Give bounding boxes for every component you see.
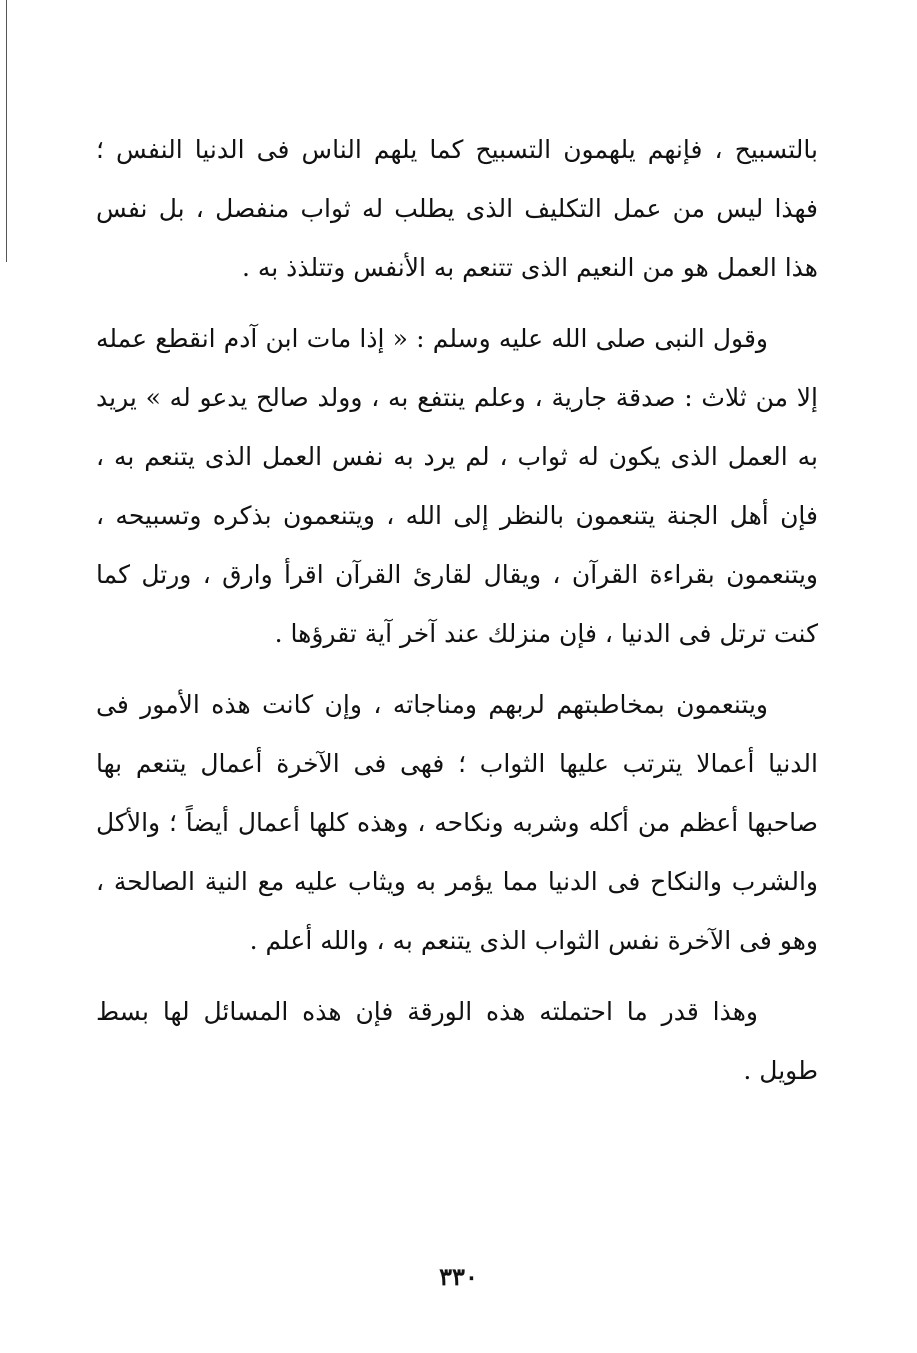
paragraph-3: ويتنعمون بمخاطبتهم لربهم ومناجاته ، وإن كانت هذه الأمور فى الدنيا أعمالا يترتب عليها الثواب ؛ فهى فى الآخرة أعمال يتنعم بها صاحبها أعظم من أكله وشربه ونكاحه ، وهذه كلها أعمال أيضاً ؛ والأكل والشرب والنكاح فى الدنيا مما يؤمر به ويثاب عليه مع النية الصالحة ، وهو فى الآخرة نفس الثواب الذى يتنعم به ، والله أعلم . (96, 690, 818, 955)
body-text (96, 120, 818, 1112)
paragraph-1: بالتسبيح ، فإنهم يلهمون التسبيح كما يلهم الناس فى الدنيا النفس ؛ فهذا ليس من عمل التكليف الذى يطلب له ثواب منفصل ، بل نفس هذا العمل هو من النعيم الذى تتنعم به الأنفس وتتلذذ به . (96, 135, 818, 282)
page-number: ٣٣٠ (439, 1262, 478, 1291)
page-edge-line (6, 0, 7, 262)
closing-paragraph: وهذا قدر ما احتملته هذه الورقة فإن هذه المسائل لها بسط طويل . (96, 997, 818, 1085)
paragraph-2: وقول النبى صلى الله عليه وسلم : « إذا مات ابن آدم انقطع عمله إلا من ثلاث : صدقة جارية ، وعلم ينتفع به ، وولد صالح يدعو له » يريد به العمل الذى يكون له ثواب ، لم يرد به نفس العمل الذى يتنعم به ، فإن أهل الجنة يتنعمون بالنظر إلى الله ، ويتنعمون بذكره وتسبيحه ، ويتنعمون بقراءة القرآن ، ويقال لقارئ القرآن اقرأ وارق ، ورتل كما كنت ترتل فى الدنيا ، فإن منزلك عند آخر آية تقرؤها . (96, 324, 818, 648)
